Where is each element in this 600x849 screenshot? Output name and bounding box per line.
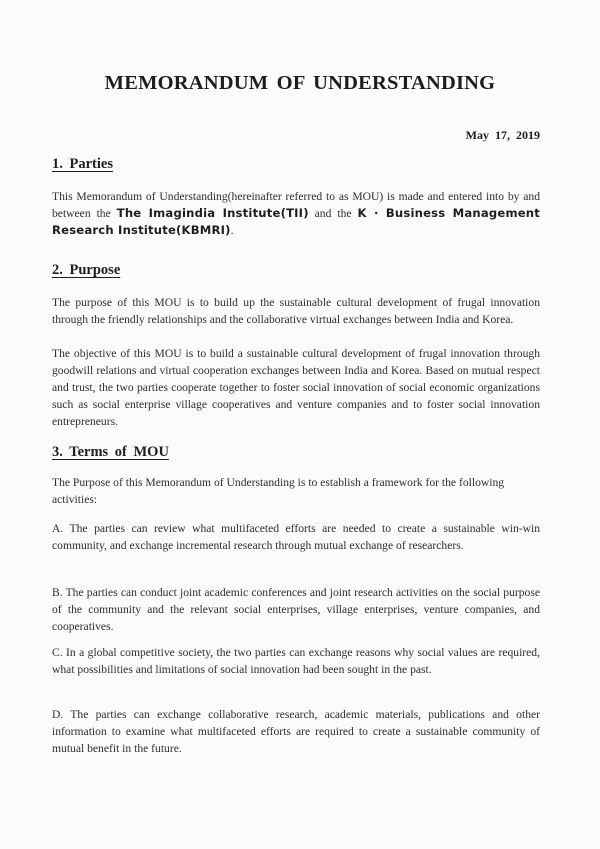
terms-item-b: B. The parties can conduct joint academic conferences and joint research activities on the social purpose of the community and the relevant social enterprises, village enterprises, venture companies, and cooperatives. [52, 586, 540, 633]
section-heading-purpose: 2. Purpose [52, 262, 121, 278]
parties-paragraph [52, 188, 540, 239]
purpose-paragraph-2: The objective of this MOU is to build a sustainable cultural development of frugal innovation through goodwill relations and virtual cooperation exchanges between India and Korea. Based on mutual respect and trust, the two parties cooperate together to foster social innovation of social economic organizations such as social enterprise village cooperatives and venture companies and to foster social innovation entrepreneurs. [52, 347, 540, 428]
purpose-paragraph-1: The purpose of this MOU is to build up the sustainable cultural development of frugal innovation through the friendly relationships and the collaborative virtual exchanges between India and Korea. [52, 296, 540, 326]
party-two-name: K · Business Management Research Institute(KBMRI) [52, 206, 541, 237]
terms-item-c: C. In a global competitive society, the two parties can exchange reasons why social values are required, what possibilities and limitations of social innovation had been sought in the past. [52, 646, 540, 676]
section-heading-terms: 3. Terms of MOU [52, 444, 169, 460]
section-heading-parties: 1. Parties [52, 156, 113, 172]
terms-intro-paragraph: The Purpose of this Memorandum of Understanding is to establish a framework for the following activities: [52, 476, 505, 506]
parties-end-text: . [230, 224, 234, 237]
terms-item-a: A. The parties can review what multifaceted efforts are needed to create a sustainable win-win community, and exchange incremental research through mutual exchange of researchers. [52, 522, 540, 552]
party-one-name: The Imagindia Institute(TII) [116, 206, 309, 220]
document-date: May 17, 2019 [465, 128, 540, 142]
parties-intro-text: This Memorandum of Understanding(hereinafter referred to as MOU) is made and entered into by and between the [52, 190, 540, 220]
document-title: MEMORANDUM OF UNDERSTANDING [104, 72, 496, 94]
parties-connector-text: and the [308, 207, 358, 220]
terms-item-d: D. The parties can exchange collaborative research, academic materials, publications and other information to examine what multifaceted efforts are required to create a sustainable community of mutual benefit in the future. [52, 708, 540, 755]
